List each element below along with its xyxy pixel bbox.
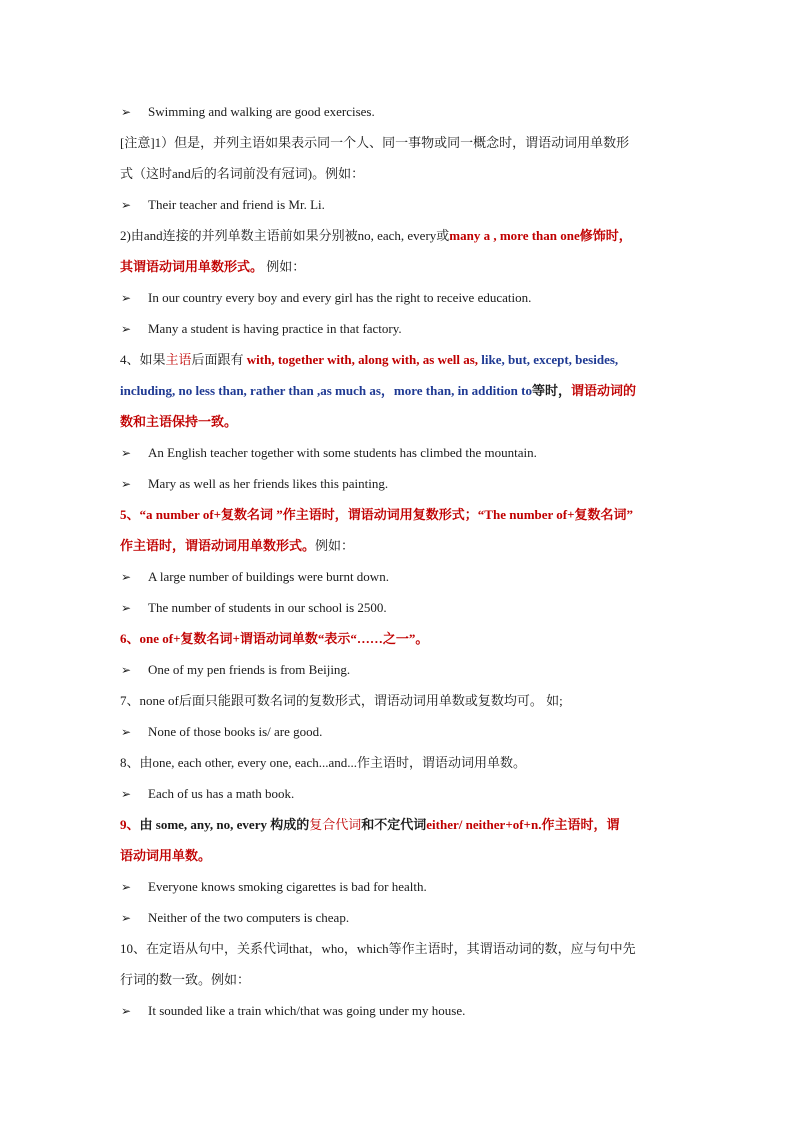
text-segment: An English teacher together with some students has climbed the mountain.	[148, 445, 537, 460]
text-segment: 其谓语动词用单数形式。	[120, 259, 264, 274]
rule-text	[120, 375, 690, 406]
arrow-bullet-icon: ➢	[121, 198, 132, 212]
rule-text	[120, 623, 690, 654]
rule-text	[120, 127, 690, 158]
text-segment: 6、one of+复数名词+谓语动词单数“表示“……之一”。	[120, 631, 429, 646]
rule-text	[120, 964, 690, 995]
example-sentence	[120, 468, 690, 499]
text-segment: Neither of the two computers is cheap.	[148, 910, 350, 925]
arrow-bullet-icon: ➢	[121, 880, 132, 894]
example-sentence	[120, 189, 690, 220]
rule-text	[120, 499, 690, 530]
rule-text	[120, 251, 690, 282]
example-sentence	[120, 96, 690, 127]
arrow-bullet-icon: ➢	[121, 322, 132, 336]
text-segment: 数和主语保持一致。	[120, 414, 238, 429]
arrow-bullet-icon: ➢	[121, 601, 132, 615]
arrow-bullet-icon: ➢	[121, 477, 132, 491]
text-segment: Everyone knows smoking cigarettes is bad for health.	[148, 879, 427, 894]
example-sentence	[120, 592, 690, 623]
example-sentence	[120, 437, 690, 468]
rule-text	[120, 840, 690, 871]
text-segment: like, but, except, besides,	[481, 352, 619, 367]
text-segment: 4、如果	[120, 352, 166, 367]
text-segment: 7、none of后面只能跟可数名词的复数形式，谓语动词用单数或复数均可。 如;	[120, 693, 563, 708]
text-segment: 谓语动词的	[571, 383, 637, 398]
text-segment: 等时，	[531, 383, 571, 398]
text-segment: 2)由and连接的并列单数主语前如果分别被no, each, every或	[120, 228, 450, 243]
example-sentence	[120, 902, 690, 933]
rule-text	[120, 158, 690, 189]
text-segment: 9、	[120, 817, 140, 832]
example-sentence	[120, 654, 690, 685]
arrow-bullet-icon: ➢	[121, 105, 132, 119]
example-sentence	[120, 282, 690, 313]
arrow-bullet-icon: ➢	[121, 291, 132, 305]
arrow-bullet-icon: ➢	[121, 446, 132, 460]
text-segment: Their teacher and friend is Mr. Li.	[148, 197, 325, 212]
document-body	[120, 96, 690, 1026]
rule-text	[120, 406, 690, 437]
rule-text	[120, 685, 690, 716]
text-segment: It sounded like a train which/that was going under my house.	[148, 1003, 466, 1018]
text-segment: 例如：	[263, 259, 306, 274]
arrow-bullet-icon: ➢	[121, 1004, 132, 1018]
text-segment: 10、在定语从句中，关系代词that，who，which等作主语时，其谓语动词的数，应与句中先	[120, 941, 636, 956]
text-segment: 由 some, any, no, every 构成的	[139, 817, 310, 832]
example-sentence	[120, 313, 690, 344]
rule-text	[120, 530, 690, 561]
arrow-bullet-icon: ➢	[121, 725, 132, 739]
arrow-bullet-icon: ➢	[121, 911, 132, 925]
text-segment: many a , more than one修饰时，	[449, 228, 632, 243]
text-segment: 作主语时，谓语动词用单数形式。	[120, 538, 316, 553]
text-segment: In our country every boy and every girl has the right to receive education.	[148, 290, 532, 305]
text-segment: 行词的数一致。例如：	[120, 972, 251, 987]
arrow-bullet-icon: ➢	[121, 663, 132, 677]
text-segment: Each of us has a math book.	[148, 786, 295, 801]
text-segment: 式（这时and后的名词前没有冠词)。例如：	[120, 166, 365, 181]
text-segment: 语动词用单数。	[120, 848, 212, 863]
text-segment: with, together with, along with,	[246, 352, 423, 367]
arrow-bullet-icon: ➢	[121, 570, 132, 584]
rule-text	[120, 747, 690, 778]
example-sentence	[120, 561, 690, 592]
text-segment: 主语	[165, 352, 192, 367]
rule-text	[120, 344, 690, 375]
text-segment: Many a student is having practice in that factory.	[148, 321, 402, 336]
rule-text	[120, 809, 690, 840]
example-sentence	[120, 778, 690, 809]
example-sentence	[120, 871, 690, 902]
arrow-bullet-icon: ➢	[121, 787, 132, 801]
text-segment: either/ neither+of+n.作主语时，谓	[426, 817, 620, 832]
text-segment: Swimming and walking are good exercises.	[148, 104, 375, 119]
example-sentence	[120, 995, 690, 1026]
text-segment: One of my pen friends is from Beijing.	[148, 662, 351, 677]
rule-text	[120, 220, 690, 251]
text-segment: 复合代词	[309, 817, 362, 832]
text-segment: including, no less than, rather than ,as much as，more than, in addition to	[120, 383, 532, 398]
text-segment: None of those books is/ are good.	[148, 724, 323, 739]
rule-text	[120, 933, 690, 964]
text-segment: A large number of buildings were burnt down.	[148, 569, 389, 584]
text-segment: as well as,	[422, 352, 482, 367]
text-segment: 8、由one, each other, every one, each...and...作主语时，谓语动词用单数。	[120, 755, 526, 770]
text-segment: 和不定代词	[361, 817, 427, 832]
text-segment: Mary as well as her friends likes this painting.	[148, 476, 389, 491]
text-segment: 例如：	[315, 538, 355, 553]
text-segment: 5、“a number of+复数名词 ”作主语时，谓语动词用复数形式；“The number of+复数名词”	[120, 507, 634, 522]
example-sentence	[120, 716, 690, 747]
text-segment: The number of students in our school is 2500.	[148, 600, 387, 615]
text-segment: 后面跟有	[191, 352, 247, 367]
text-segment: [注意]1）但是，并列主语如果表示同一个人、同一事物或同一概念时，谓语动词用单数形	[120, 135, 630, 150]
